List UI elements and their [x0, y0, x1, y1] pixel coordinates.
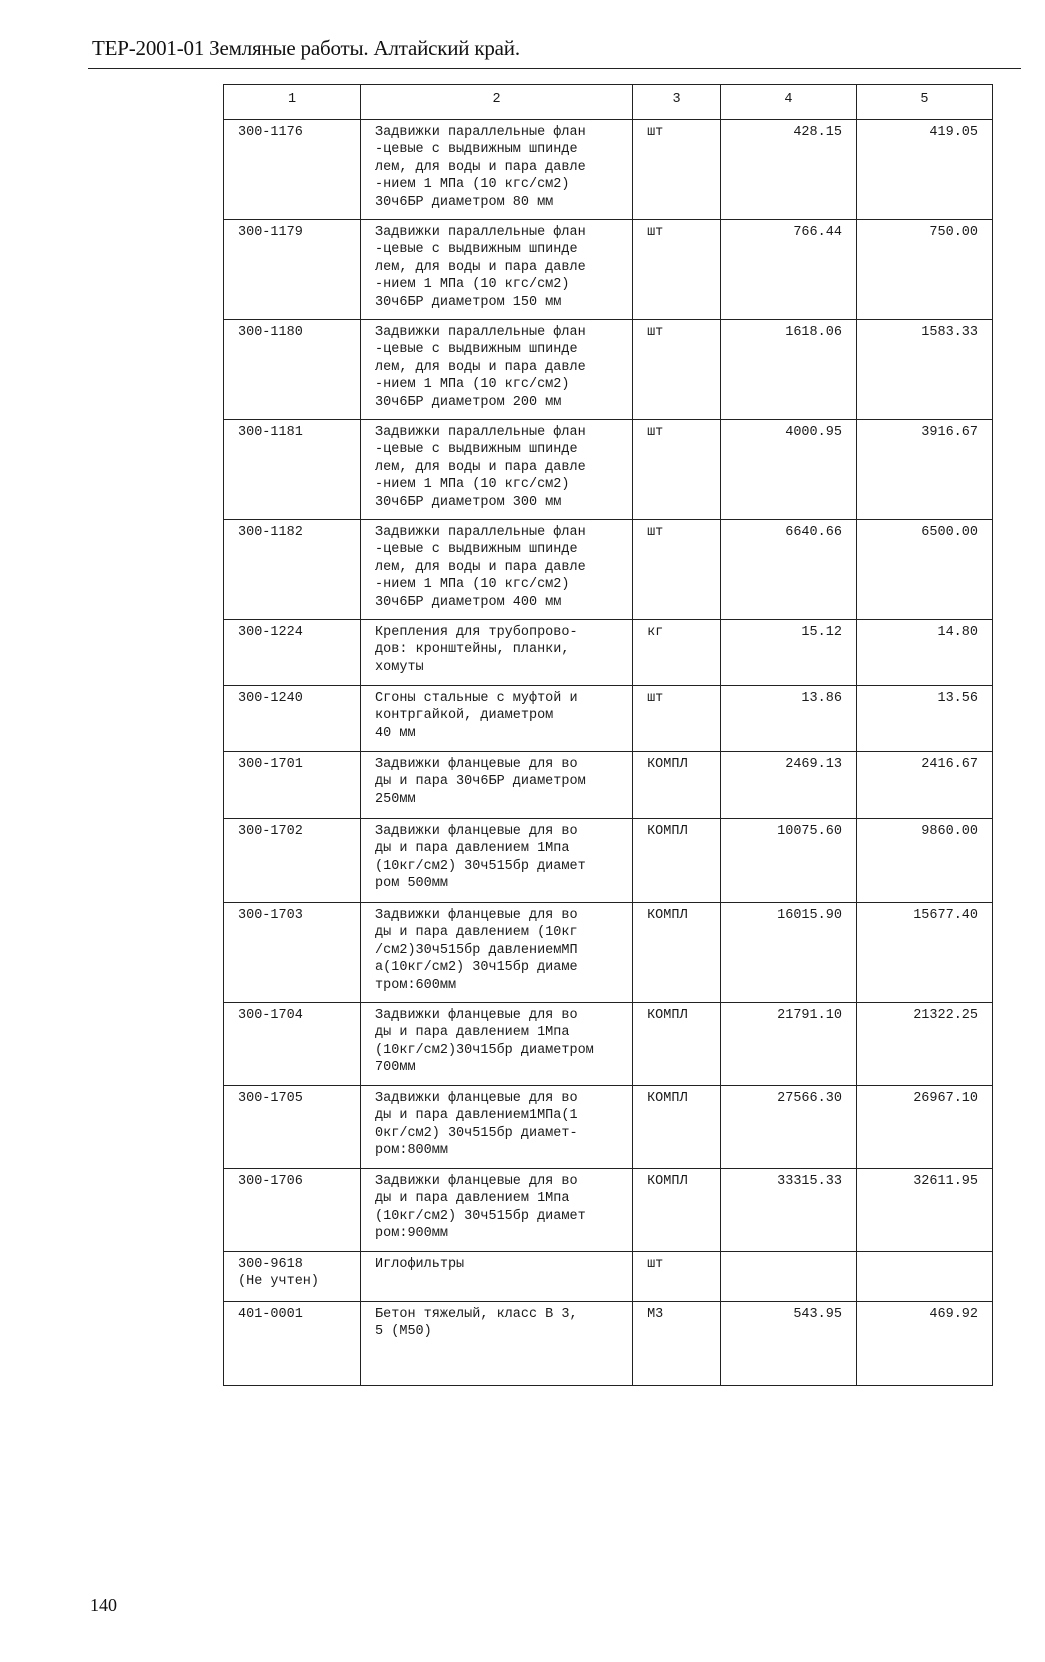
resource-description-cell: Задвижки фланцевые для во ды и пара давлением 1Мпа (10кг/см2) 30ч515бр диамет ром 500мм [361, 819, 633, 903]
table-row [224, 752, 993, 819]
unit-cell: шт [633, 120, 721, 220]
unit-cell: М3 [633, 1302, 721, 1386]
column-header: 5 [856, 85, 992, 120]
table-row [224, 320, 993, 420]
resource-code-cell: 300-1179 [224, 220, 361, 320]
price-col4-cell: 15.12 [720, 620, 856, 686]
unit-cell: шт [633, 1252, 721, 1302]
table-row [224, 1169, 993, 1252]
resource-code-cell: 300-1706 [224, 1169, 361, 1252]
resource-description-cell: Задвижки параллельные флан -цевые с выдвижным шпинде лем, для воды и пара давле -нием 1 МПа (10 кгс/см2) 30ч6БР диаметром 400 мм [361, 520, 633, 620]
resource-code-cell: 300-1701 [224, 752, 361, 819]
price-col5-cell: 3916.67 [856, 420, 992, 520]
price-col5-cell: 14.80 [856, 620, 992, 686]
resource-description-cell: Задвижки параллельные флан -цевые с выдвижным шпинде лем, для воды и пара давле -нием 1 МПа (10 кгс/см2) 30ч6БР диаметром 300 мм [361, 420, 633, 520]
table-body [224, 120, 993, 1386]
resource-description-cell: Сгоны стальные с муфтой и контргайкой, диаметром 40 мм [361, 686, 633, 752]
resource-description-cell: Иглофильтры [361, 1252, 633, 1302]
resource-code-cell: 300-9618 (Не учтен) [224, 1252, 361, 1302]
resource-code-cell: 300-1704 [224, 1003, 361, 1086]
table-row [224, 220, 993, 320]
unit-cell: КОМПЛ [633, 1169, 721, 1252]
unit-cell: кг [633, 620, 721, 686]
price-col4-cell: 766.44 [720, 220, 856, 320]
resource-code-cell: 300-1181 [224, 420, 361, 520]
resource-description-cell: Задвижки фланцевые для во ды и пара давлением (10кг /см2)30ч515бр давлениемМП а(10кг/см2) 30ч15бр диаме тром:600мм [361, 903, 633, 1003]
resource-description-cell: Задвижки фланцевые для во ды и пара 30ч6БР диаметром 250мм [361, 752, 633, 819]
price-col4-cell: 428.15 [720, 120, 856, 220]
price-col4-cell: 16015.90 [720, 903, 856, 1003]
price-col4-cell: 4000.95 [720, 420, 856, 520]
resource-description-cell: Бетон тяжелый, класс В 3, 5 (М50) [361, 1302, 633, 1386]
resource-code-cell: 300-1182 [224, 520, 361, 620]
column-header: 3 [633, 85, 721, 120]
resource-code-cell: 300-1240 [224, 686, 361, 752]
table-row [224, 1302, 993, 1386]
price-col5-cell: 419.05 [856, 120, 992, 220]
column-header: 4 [720, 85, 856, 120]
price-col4-cell: 1618.06 [720, 320, 856, 420]
price-col5-cell: 21322.25 [856, 1003, 992, 1086]
unit-cell: шт [633, 220, 721, 320]
table-row [224, 819, 993, 903]
unit-cell: КОМПЛ [633, 1003, 721, 1086]
price-col4-cell: 27566.30 [720, 1086, 856, 1169]
table-row [224, 1086, 993, 1169]
price-col4-cell: 2469.13 [720, 752, 856, 819]
resource-code-cell: 300-1176 [224, 120, 361, 220]
price-col5-cell: 750.00 [856, 220, 992, 320]
table-row [224, 420, 993, 520]
price-col4-cell: 21791.10 [720, 1003, 856, 1086]
resource-description-cell: Задвижки параллельные флан -цевые с выдвижным шпинде лем, для воды и пара давле -нием 1 МПа (10 кгс/см2) 30ч6БР диаметром 150 мм [361, 220, 633, 320]
price-col5-cell [856, 1252, 992, 1302]
resource-code-cell: 300-1702 [224, 819, 361, 903]
column-number-row [224, 85, 993, 120]
unit-cell: шт [633, 320, 721, 420]
column-header: 1 [224, 85, 361, 120]
price-col5-cell: 469.92 [856, 1302, 992, 1386]
unit-cell: КОМПЛ [633, 903, 721, 1003]
price-col5-cell: 1583.33 [856, 320, 992, 420]
table-row [224, 620, 993, 686]
resource-description-cell: Задвижки фланцевые для во ды и пара давлением 1Мпа (10кг/см2)30ч15бр диаметром 700мм [361, 1003, 633, 1086]
resource-description-cell: Задвижки параллельные флан -цевые с выдвижным шпинде лем, для воды и пара давле -нием 1 МПа (10 кгс/см2) 30ч6БР диаметром 200 мм [361, 320, 633, 420]
resource-description-cell: Задвижки параллельные флан -цевые с выдвижным шпинде лем, для воды и пара давле -нием 1 МПа (10 кгс/см2) 30ч6БР диаметром 80 мм [361, 120, 633, 220]
resource-code-cell: 300-1224 [224, 620, 361, 686]
resource-code-cell: 300-1180 [224, 320, 361, 420]
table-row [224, 903, 993, 1003]
price-col4-cell: 543.95 [720, 1302, 856, 1386]
resource-description-cell: Крепления для трубопрово- дов: кронштейны, планки, хомуты [361, 620, 633, 686]
table-row [224, 520, 993, 620]
unit-cell: шт [633, 420, 721, 520]
unit-cell: КОМПЛ [633, 1086, 721, 1169]
table-row [224, 1003, 993, 1086]
resource-description-cell: Задвижки фланцевые для во ды и пара давлением 1Мпа (10кг/см2) 30ч515бр диамет ром:900мм [361, 1169, 633, 1252]
price-col4-cell: 10075.60 [720, 819, 856, 903]
page-number: 140 [90, 1595, 117, 1615]
column-header: 2 [361, 85, 633, 120]
document-title: ТЕР-2001-01 Земляные работы. Алтайский край. [92, 36, 520, 60]
table-row [224, 120, 993, 220]
unit-cell: шт [633, 686, 721, 752]
price-col5-cell: 2416.67 [856, 752, 992, 819]
resource-code-cell: 300-1705 [224, 1086, 361, 1169]
price-col5-cell: 13.56 [856, 686, 992, 752]
price-col5-cell: 6500.00 [856, 520, 992, 620]
table-row [224, 686, 993, 752]
resource-code-cell: 401-0001 [224, 1302, 361, 1386]
page-header [88, 32, 1021, 69]
price-col5-cell: 32611.95 [856, 1169, 992, 1252]
price-col5-cell: 26967.10 [856, 1086, 992, 1169]
price-col4-cell [720, 1252, 856, 1302]
price-col4-cell: 33315.33 [720, 1169, 856, 1252]
price-col4-cell: 6640.66 [720, 520, 856, 620]
unit-cell: КОМПЛ [633, 752, 721, 819]
unit-cell: шт [633, 520, 721, 620]
resource-code-cell: 300-1703 [224, 903, 361, 1003]
unit-cell: КОМПЛ [633, 819, 721, 903]
resource-description-cell: Задвижки фланцевые для во ды и пара давлением1МПа(1 0кг/см2) 30ч515бр диамет- ром:800мм [361, 1086, 633, 1169]
price-col5-cell: 9860.00 [856, 819, 992, 903]
price-col4-cell: 13.86 [720, 686, 856, 752]
price-col5-cell: 15677.40 [856, 903, 992, 1003]
rates-table [223, 84, 993, 1386]
table-row [224, 1252, 993, 1302]
